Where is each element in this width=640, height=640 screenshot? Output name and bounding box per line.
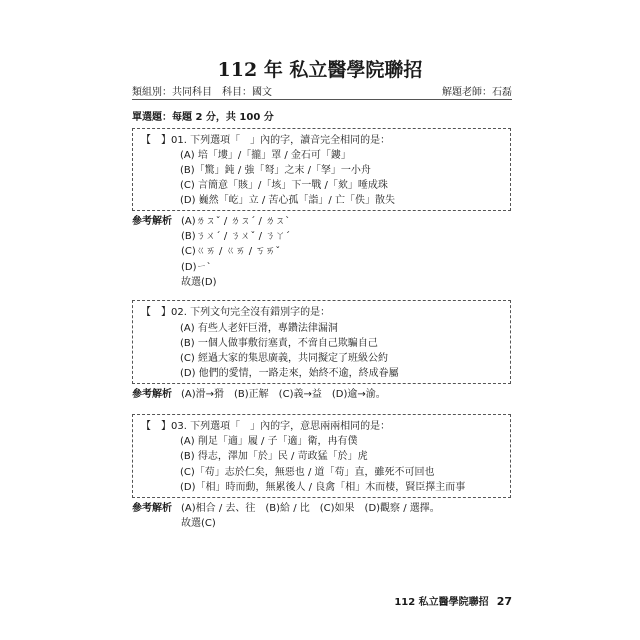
question-1-option-d: (D) 巍然「屹」立 / 苦心孤「詣」/ 亡「佚」散失 xyxy=(180,195,395,206)
question-3-stem: 【 】03. 下列選項「 」內的字，意思兩兩相同的是： xyxy=(141,421,391,432)
question-3-option-c: (C)「苟」志於仁矣，無惡也 / 道「苟」直，雖死不可回也 xyxy=(180,467,435,478)
question-3-option-b: (B) 得志，澤加「於」民 / 苛政猛「於」虎 xyxy=(180,451,368,462)
question-3-box xyxy=(132,414,511,498)
question-1-analysis-d: (D)ㄧˋ xyxy=(181,262,212,273)
question-1-stem: 【 】01. 下列選項「 」內的字，讀音完全相同的是： xyxy=(141,135,391,146)
question-3-option-d: (D)「相」時而動，無累後人 / 良禽「相」木而棲，賢臣擇主而事 xyxy=(180,482,466,493)
question-1-answer: 故選(D) xyxy=(181,277,217,288)
question-1-analysis-b: (B)ㄋㄨˊ / ㄋㄨˇ / ㄋㄚˊ xyxy=(181,231,291,242)
question-1-option-c: (C) 言簡意「賅」/「垓」下一戰 /「欬」唾成珠 xyxy=(180,180,388,191)
question-2-stem: 【 】02. 下列文句完全沒有錯別字的是： xyxy=(141,307,331,318)
exam-teacher: 解題老師：石磊 xyxy=(442,87,512,98)
exam-category: 類組別：共同科目 科目：國文 xyxy=(132,87,272,98)
page-number: 27 xyxy=(496,595,512,608)
section-heading: 單選題：每題 2 分，共 100 分 xyxy=(132,112,274,123)
question-1-option-a: (A) 培「塿」/「攏」罩 / 金石可「鏤」 xyxy=(180,150,351,161)
exam-meta-row xyxy=(132,83,512,100)
footer-title: 112 私立醫學院聯招 xyxy=(394,597,489,608)
page-footer xyxy=(394,593,512,608)
question-1-box xyxy=(132,128,511,211)
page-title: 112 年 私立醫學院聯招 xyxy=(217,59,423,81)
question-2-option-c: (C) 經過大家的集思廣義，共同擬定了班級公約 xyxy=(180,353,388,364)
question-3-analysis: (A)相合 / 去、往 (B)給 / 比 (C)如果 (D)觀察 / 選擇。 xyxy=(181,503,440,514)
question-3-answer: 故選(C) xyxy=(181,518,216,529)
question-2-analysis-label: 參考解析 xyxy=(132,389,172,400)
question-2-option-a: (A) 有些人老奸巨滑，專鑽法律漏洞 xyxy=(180,323,338,334)
question-2-analysis: (A)滑→猾 (B)正解 (C)義→益 (D)逾→渝。 xyxy=(181,389,386,400)
question-1-analysis-label: 參考解析 xyxy=(132,216,172,227)
question-2-option-b: (B) 一個人做事敷衍塞責，不啻自己欺騙自己 xyxy=(180,338,378,349)
question-1-analysis-a: (A)ㄌㄡˇ / ㄌㄡˊ / ㄌㄡˋ xyxy=(181,216,291,227)
question-3-option-a: (A) 削足「適」履 / 子「適」衛，冉有僕 xyxy=(180,436,358,447)
question-2-box xyxy=(132,300,511,384)
question-1-option-b: (B)「驚」鈍 / 強「弩」之末 /「孥」一小舟 xyxy=(180,165,371,176)
question-1-analysis-c: (C)ㄍㄞ / ㄍㄞ / ㄎㄞˇ xyxy=(181,246,281,257)
question-2-option-d: (D) 他們的愛情，一路走來，始終不逾，終成眷屬 xyxy=(180,368,399,379)
question-3-analysis-label: 參考解析 xyxy=(132,503,172,514)
